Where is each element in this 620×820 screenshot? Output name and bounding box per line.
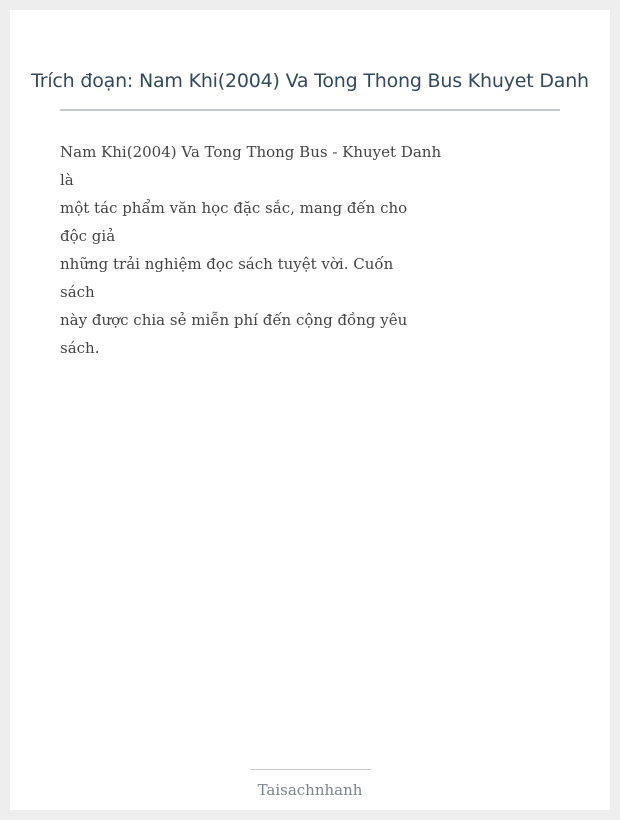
excerpt-line: Nam Khi(2004) Va Tong Thong Bus - Khuyet Danh xyxy=(60,143,442,161)
document-page xyxy=(10,10,610,810)
excerpt-line: độc giả xyxy=(60,227,116,245)
footer-source: Taisachnhanh xyxy=(257,781,363,799)
excerpt-body xyxy=(60,138,440,362)
document-title: Trích đoạn: Nam Khi(2004) Va Tong Thong Bus Khuyet Danh xyxy=(31,70,589,92)
footer-divider xyxy=(250,769,371,770)
excerpt-line: một tác phẩm văn học đặc sắc, mang đến cho xyxy=(60,199,408,217)
excerpt-line: những trải nghiệm đọc sách tuyệt vời. Cuốn xyxy=(60,255,394,273)
excerpt-line: này được chia sẻ miễn phí đến cộng đồng yêu xyxy=(60,311,408,329)
excerpt-line: sách xyxy=(60,283,95,301)
excerpt-line: sách. xyxy=(60,339,100,357)
title-divider xyxy=(60,109,560,111)
excerpt-line: là xyxy=(60,171,74,189)
